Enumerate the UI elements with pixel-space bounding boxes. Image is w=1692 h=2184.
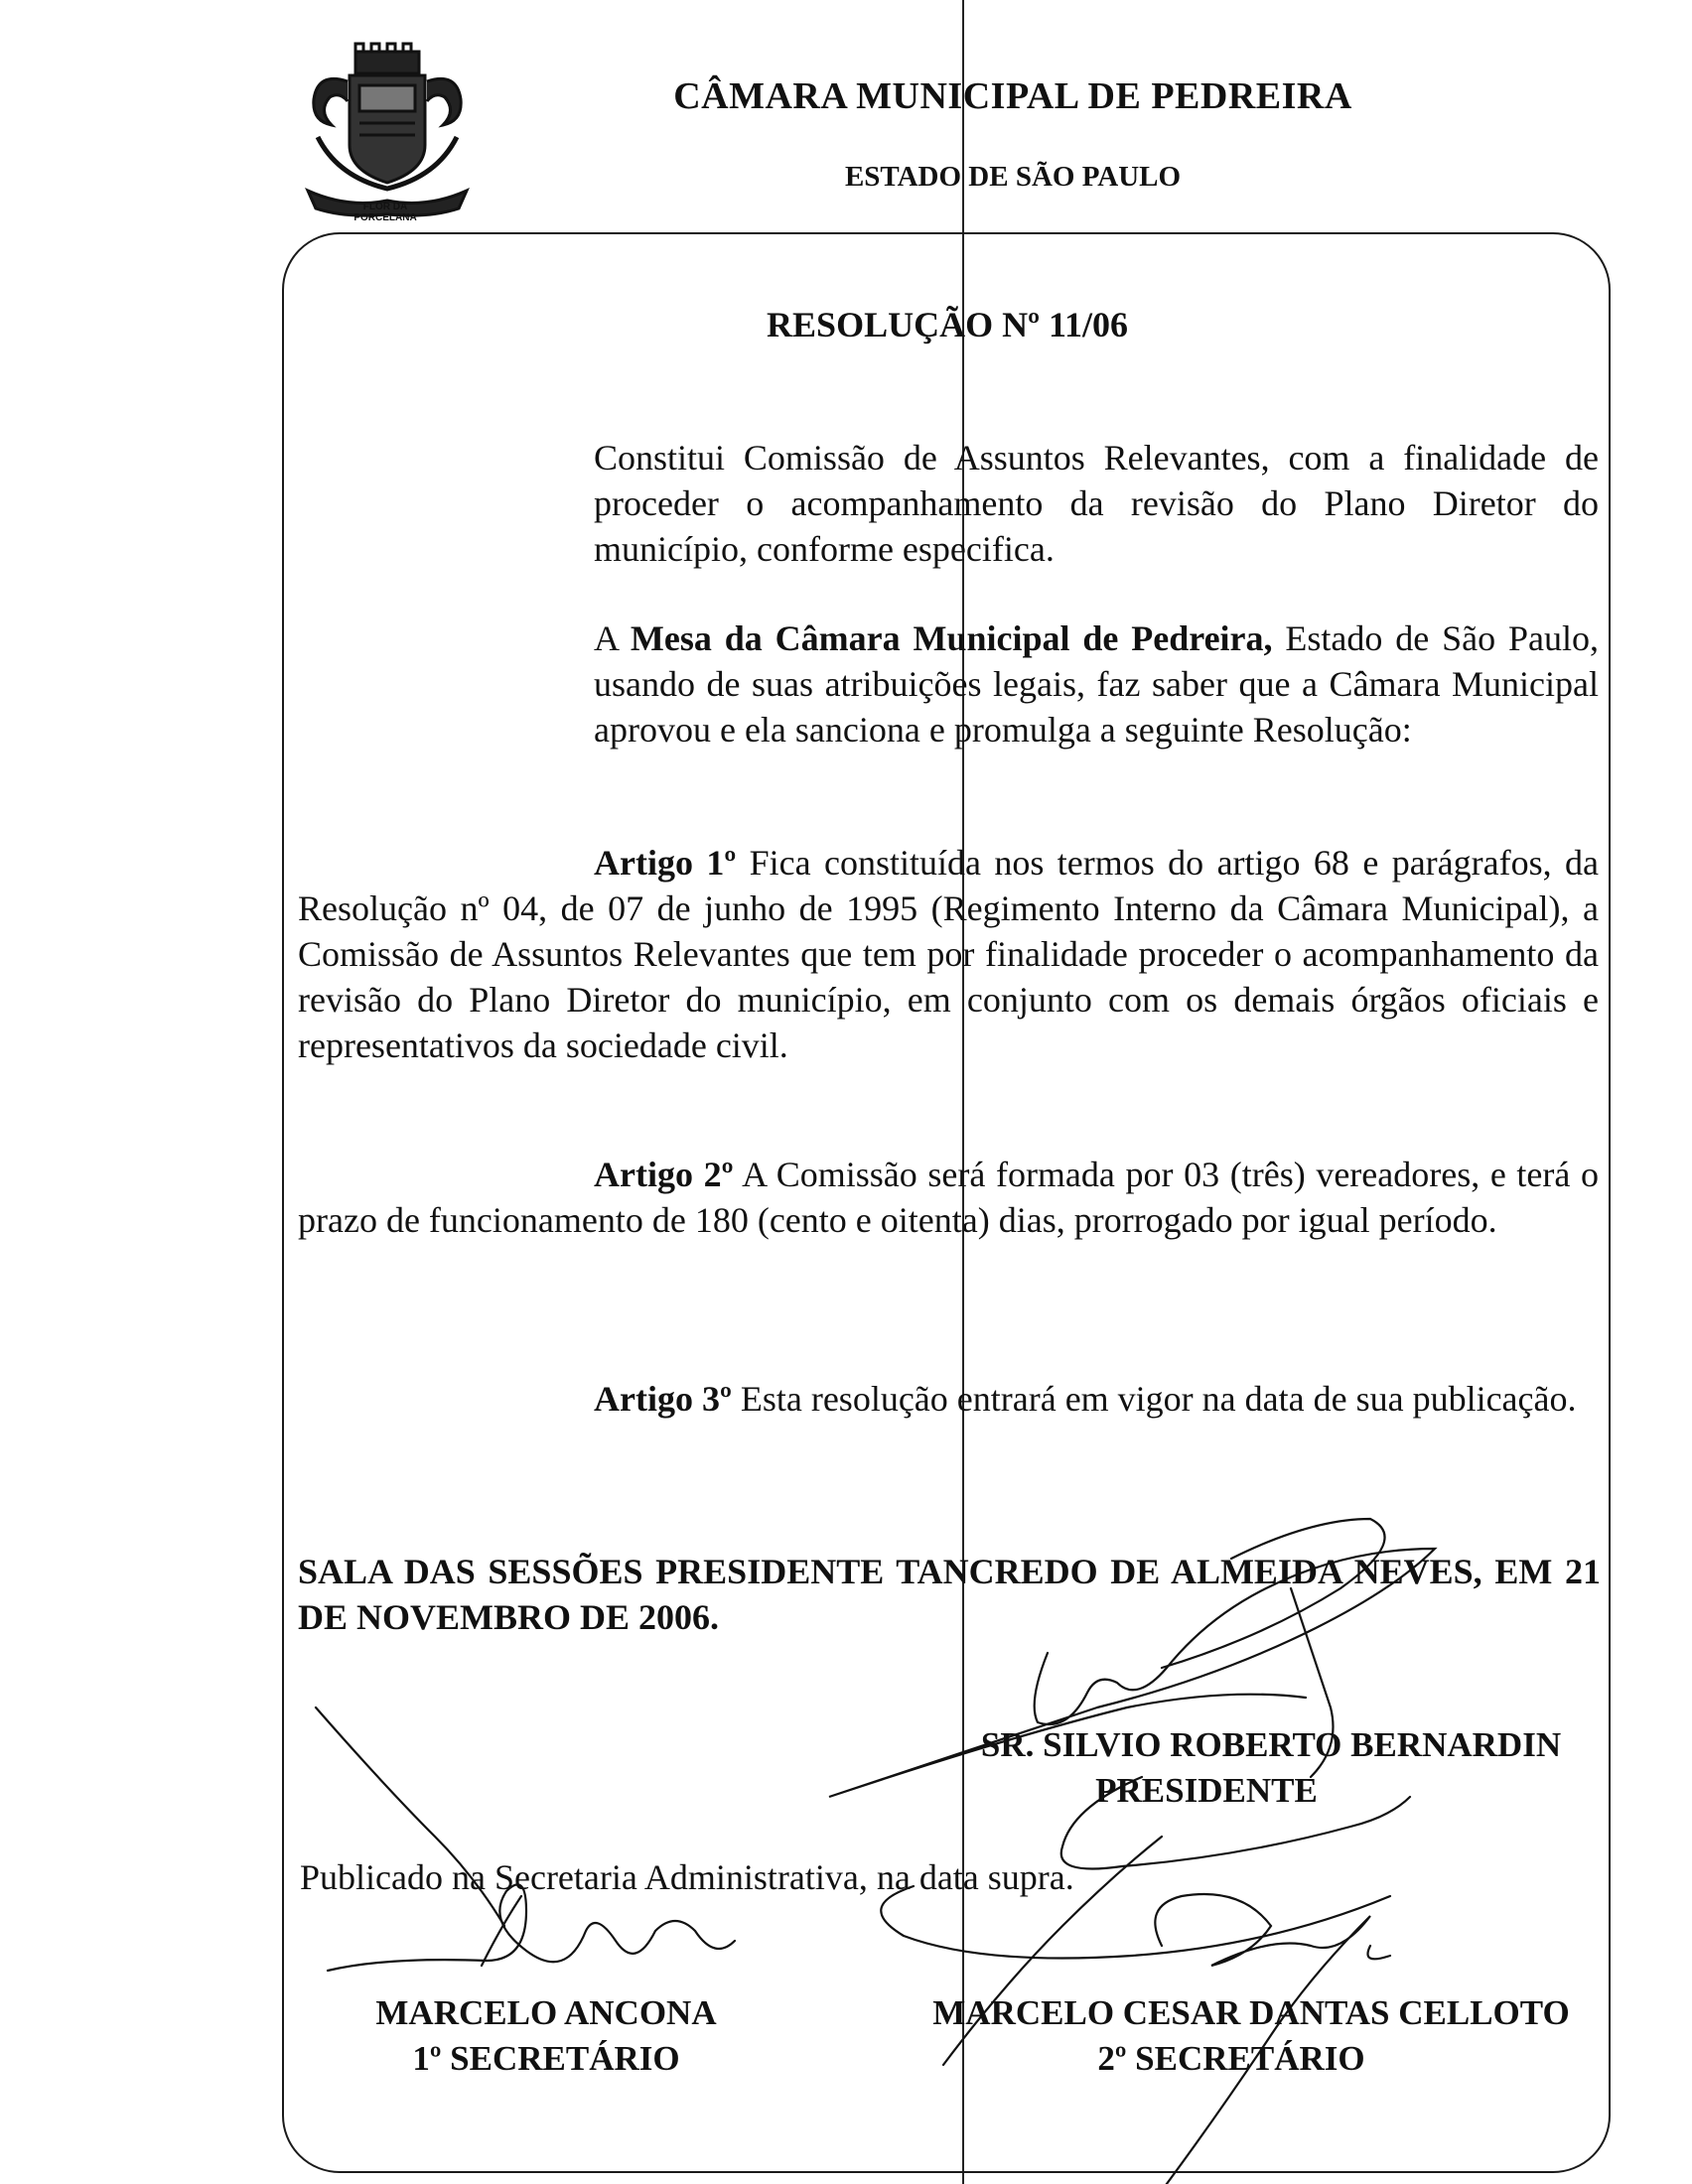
second-secretary-name: MARCELO CESAR DANTAS CELLOTO xyxy=(932,1993,1570,2032)
article-1 xyxy=(298,840,1599,1068)
chamber-name: CÂMARA MUNICIPAL DE PEDREIRA xyxy=(673,75,1352,117)
crest-motto xyxy=(316,202,455,223)
crest-motto-line1: FLOR DA xyxy=(362,202,408,212)
crest-motto-line2: PORCELANA xyxy=(353,212,417,223)
first-secretary-name: MARCELO ANCONA xyxy=(375,1993,717,2032)
article-1-label: Artigo 1º xyxy=(594,843,737,883)
article-3-text: Esta resolução entrará em vigor na data de sua publicação. xyxy=(731,1379,1577,1419)
resolution-summary: Constitui Comissão de Assuntos Relevantes, com a finalidade de proceder o acompanhamento da revisão do Plano Diretor do município, conforme especifica. xyxy=(594,438,1599,569)
preamble xyxy=(594,615,1599,752)
president-name: SR. SILVIO ROBERTO BERNARDIN xyxy=(980,1725,1562,1764)
session-hall-date: SALA DAS SESSÕES PRESIDENTE TANCREDO DE ALMEIDA NEVES, EM 21 DE NOVEMBRO DE 2006. xyxy=(298,1552,1601,1637)
article-2 xyxy=(298,1152,1599,1243)
president-role: PRESIDENTE xyxy=(1095,1771,1318,1810)
article-2-label: Artigo 2º xyxy=(594,1155,734,1194)
preamble-bold: Mesa da Câmara Municipal de Pedreira, xyxy=(630,618,1273,658)
article-3-label: Artigo 3º xyxy=(594,1379,732,1419)
publication-note: Publicado na Secretaria Administrativa, na data supra. xyxy=(300,1857,1074,1897)
article-2-text: A Comissão será formada por 03 (três) vereadores, e terá o prazo de funcionamento de 180 (cento e oitenta) dias, prorrogado por igual período. xyxy=(298,1155,1600,1240)
article-3 xyxy=(298,1376,1599,1422)
article-1-text: Fica constituída nos termos do artigo 68 e parágrafos, da Resolução nº 04, de 07 de junho de 1995 (Regimento Interno da Câmara Municipal), a Comissão de Assuntos Relevantes que tem por finalidade proceder o acompanhamento da revisão do Plano Diretor do município, em conjunto com os demais órgãos oficiais e representativos da sociedade civil. xyxy=(298,843,1599,1065)
resolution-title: RESOLUÇÃO Nº 11/06 xyxy=(767,305,1128,344)
preamble-rest: Estado de São Paulo, usando de suas atribuições legais, faz saber que a Câmara Municipal aprovou e ela sanciona e promulga a seguinte Resolução: xyxy=(594,618,1599,750)
state-name: ESTADO DE SÃO PAULO xyxy=(844,161,1182,193)
second-secretary-role: 2º SECRETÁRIO xyxy=(1097,2039,1365,2078)
preamble-lead: A xyxy=(594,618,631,658)
first-secretary-role: 1º SECRETÁRIO xyxy=(412,2039,680,2078)
